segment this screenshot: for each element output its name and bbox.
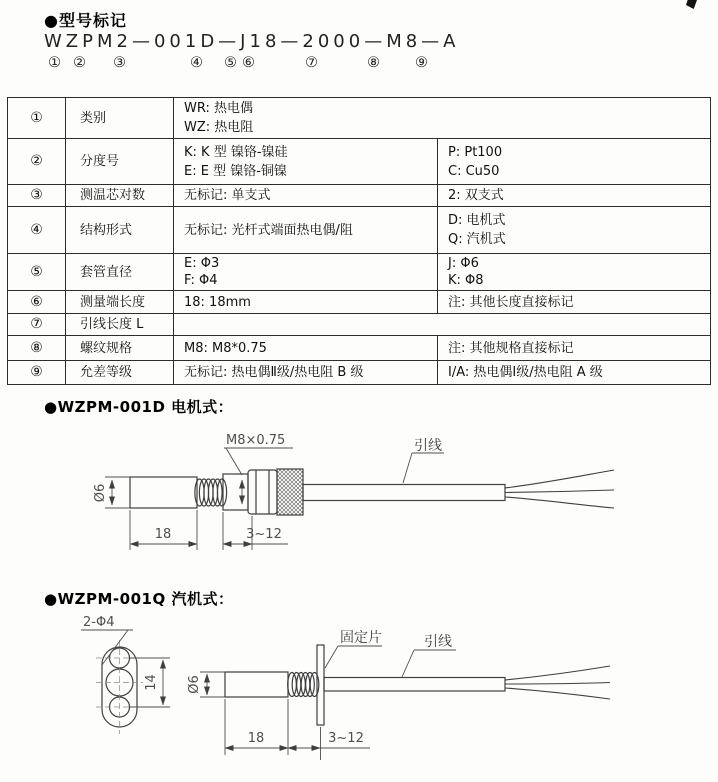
lead-wire-label: 引线 — [424, 634, 452, 650]
digit-6: ⑥ — [242, 55, 255, 71]
row-index: ⑥ — [8, 291, 66, 314]
lead-wire-label: 引线 — [414, 438, 442, 454]
sensor-body-outline — [225, 645, 610, 725]
row-value-right: 注: 其他长度直接标记 — [438, 291, 711, 314]
motor-type-drawing — [30, 420, 718, 582]
lead-wires — [505, 666, 610, 699]
lead-cable — [324, 678, 505, 692]
row-value-right — [438, 139, 711, 185]
mount-holes-label: 2-Φ4 — [83, 615, 115, 630]
row-label: 测量端长度 — [66, 291, 174, 314]
turbine-type-drawing — [30, 610, 718, 782]
digit-1: ① — [48, 55, 61, 71]
probe-tube — [130, 477, 197, 508]
lead-wires — [505, 470, 614, 508]
row-index: ③ — [8, 185, 66, 207]
value-line: Q: 汽机式 — [448, 232, 506, 247]
value-line: WZ: 热电阻 — [184, 120, 254, 135]
table-row — [8, 314, 711, 336]
lead-cable — [303, 485, 505, 501]
centerlines — [96, 640, 143, 734]
model-code: WZPM2—001D—J18—2000—M8—A — [44, 31, 460, 52]
row-index: ④ — [8, 207, 66, 254]
section-title-turbine-type: ●WZPM-001Q 汽机式： — [44, 590, 234, 608]
row-label: 类别 — [66, 98, 174, 139]
diameter-label: Ø6 — [187, 675, 202, 694]
row-value-right: Ⅰ/A: 热电偶Ⅰ级/热电阻 A 级 — [438, 361, 711, 385]
value-line: P: Pt100 — [448, 144, 503, 160]
section-title-motor-type: ●WZPM-001D 电机式： — [44, 398, 234, 416]
row-value-left — [174, 254, 438, 291]
value-line: K: Φ8 — [448, 273, 484, 288]
digit-2: ② — [73, 55, 86, 71]
hole-pitch-label: 14 — [144, 674, 159, 691]
knurled-ferrule — [277, 469, 303, 515]
value-line: F: Φ4 — [184, 273, 218, 288]
row-label: 螺纹规格 — [66, 336, 174, 361]
sensor-body-outline — [130, 469, 614, 515]
value-line: WR: 热电偶 — [184, 101, 253, 116]
fixing-plate — [317, 645, 324, 725]
table-row — [8, 98, 711, 139]
digit-9: ⑨ — [415, 55, 428, 71]
table-row — [8, 207, 711, 254]
value-line: C: Cu50 — [448, 163, 500, 179]
digit-5: ⑤ — [224, 55, 237, 71]
table-row — [8, 139, 711, 185]
row-index: ⑤ — [8, 254, 66, 291]
plate-range-label: 3~12 — [328, 731, 364, 746]
table-row — [8, 254, 711, 291]
row-index: ⑧ — [8, 336, 66, 361]
row-index: ② — [8, 139, 66, 185]
row-value-left: 18: 18mm — [174, 291, 438, 314]
row-label: 分度号 — [66, 139, 174, 185]
row-label: 引线长度 L — [66, 314, 174, 336]
table-row — [8, 361, 711, 385]
hex-nut — [248, 470, 277, 514]
digit-8: ⑧ — [367, 55, 380, 71]
scan-artifact-mark — [686, 0, 697, 9]
row-value — [174, 98, 711, 139]
row-value-left: M8: M8*0.75 — [174, 336, 438, 361]
flange-end-view — [96, 640, 143, 734]
row-value — [174, 314, 711, 336]
row-value-right — [438, 207, 711, 254]
row-value-left: 无标记: 光杆式端面热电偶/阻 — [174, 207, 438, 254]
value-line: J: Φ6 — [448, 256, 479, 271]
row-value-left: 无标记: 单支式 — [174, 185, 438, 207]
row-index: ⑨ — [8, 361, 66, 385]
value-line: E: Φ3 — [184, 256, 220, 271]
digit-7: ⑦ — [305, 55, 318, 71]
row-label: 允差等级 — [66, 361, 174, 385]
table-row — [8, 185, 711, 207]
thread-length-label: 3~12 — [246, 527, 282, 542]
row-index: ① — [8, 98, 66, 139]
model-spec-table — [7, 97, 711, 385]
table-row — [8, 336, 711, 361]
row-value-right: 2: 双支式 — [438, 185, 711, 207]
row-value-right: 注: 其他规格直接标记 — [438, 336, 711, 361]
thread-spec-label: M8×0.75 — [226, 433, 286, 448]
row-label: 测温芯对数 — [66, 185, 174, 207]
row-label: 结构形式 — [66, 207, 174, 254]
probe-length-label: 18 — [154, 527, 172, 542]
row-value-left — [174, 139, 438, 185]
value-line: D: 电机式 — [448, 213, 506, 228]
table-row — [8, 291, 711, 314]
probe-tube — [225, 672, 288, 697]
probe-length-label: 18 — [247, 731, 265, 746]
section-title-model-marking: ●型号标记 — [44, 11, 127, 30]
row-label: 套管直径 — [66, 254, 174, 291]
digit-4: ④ — [190, 55, 203, 71]
row-value-left: 无标记: 热电偶Ⅱ级/热电阻 B 级 — [174, 361, 438, 385]
row-index: ⑦ — [8, 314, 66, 336]
value-line: K: K 型 镍铬-镍硅 — [184, 144, 288, 160]
diameter-label: Ø6 — [93, 483, 108, 503]
value-line: E: E 型 镍铬-铜镍 — [184, 163, 287, 179]
row-value-right — [438, 254, 711, 291]
fixing-plate-label: 固定片 — [340, 630, 382, 646]
digit-3: ③ — [113, 55, 126, 71]
